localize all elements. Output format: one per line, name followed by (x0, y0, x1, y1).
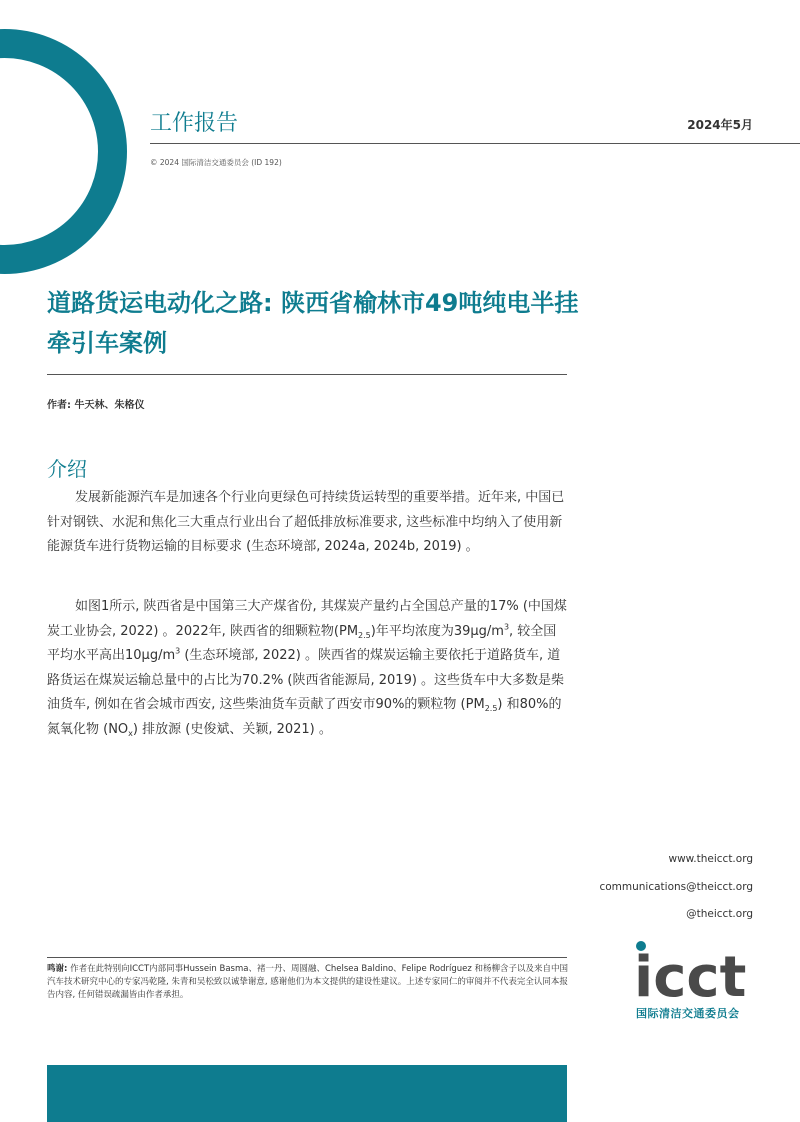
footer-bar (47, 1065, 567, 1122)
authors-names: 牛天林、朱格仪 (74, 400, 145, 411)
p2-sub-3: x (128, 728, 133, 738)
p2-text-3: , 较全国平均水平高出10μg/m (47, 623, 557, 663)
intro-paragraph-1: 发展新能源汽车是加速各个行业向更绿色可持续货运转型的重要举措。近年来, 中国已针对钢铁、水泥和焦化三大重点行业出台了超低排放标准要求, 这些标准中均纳入了使用新能源货车进行货物运输的目标要求 (生态环境部, 2024a, 2024b, 2019) 。 (47, 490, 565, 554)
authors-line (47, 396, 144, 411)
acknowledgement-label: 鸣谢: (47, 964, 68, 974)
intro-paragraph-2 (47, 595, 567, 742)
acknowledgement-divider (47, 957, 567, 958)
report-type: 工作报告 (150, 111, 239, 136)
p2-text-5: ) 和80%的氮氧化物 (NO (47, 697, 562, 737)
copyright-notice: © 2024 国际清洁交通委员会 (ID 192) (150, 158, 282, 167)
decorative-ring (0, 29, 127, 274)
logo-subtitle: 国际清洁交通委员会 (636, 1007, 740, 1020)
publication-date: 2024年5月 (687, 118, 753, 132)
logo-wordmark: icct (634, 945, 747, 1010)
acknowledgement-text: 作者在此特别向ICCT内部同事Hussein Basma、褚一丹、周圆融、Chelsea Baldino、Felipe Rodríguez 和杨柳含子以及来自中国汽车技术研究中心的专家冯乾隆, 朱青和吴松致以诚挚谢意, 感谢他们为本文提供的建设性建议。上述专家同仁的审阅并不代表完全认同本报告内容, 任何错误疏漏皆由作者承担。 (47, 964, 569, 1000)
acknowledgement (47, 963, 569, 1002)
p2-sup-2: 3 (175, 646, 181, 656)
email-link[interactable]: communications@theicct.org (599, 881, 753, 893)
p2-sup-1: 3 (503, 622, 510, 632)
p2-text-1: 如图1所示, 陕西省是中国第三大产煤省份, 其煤炭产量约占全国总产量的17% (中国煤炭工业协会, 2022) 。2022年, 陕西省的细颗粒物(PM (47, 599, 567, 639)
p2-text-4: (生态环境部, 2022) 。陕西省的煤炭运输主要依托于道路货车, 道路货运在煤炭运输总量中的占比为70.2% (陕西省能源局, 2019) 。这些货车中大多数是柴油货车, 例如在省会城市西安, 这些柴油货车贡献了西安市90%的颗粒物 (PM (47, 648, 565, 712)
page-title: 道路货运电动化之路: 陕西省榆林市49吨纯电半挂牵引车案例 (47, 289, 579, 357)
social-handle-link[interactable]: @theicct.org (686, 908, 753, 920)
p2-sub-1: 2.5 (358, 630, 371, 640)
p2-sub-2: 2.5 (484, 704, 498, 713)
p2-text-6: ) 排放源 (史俊斌、关颖, 2021) 。 (132, 721, 332, 737)
header-divider (150, 143, 800, 144)
intro-heading: 介绍 (47, 457, 87, 481)
authors-label: 作者: (47, 400, 71, 411)
title-divider (47, 374, 567, 375)
p2-text-2: )年平均浓度为39μg/m (370, 623, 504, 639)
website-link[interactable]: www.theicct.org (668, 853, 753, 865)
